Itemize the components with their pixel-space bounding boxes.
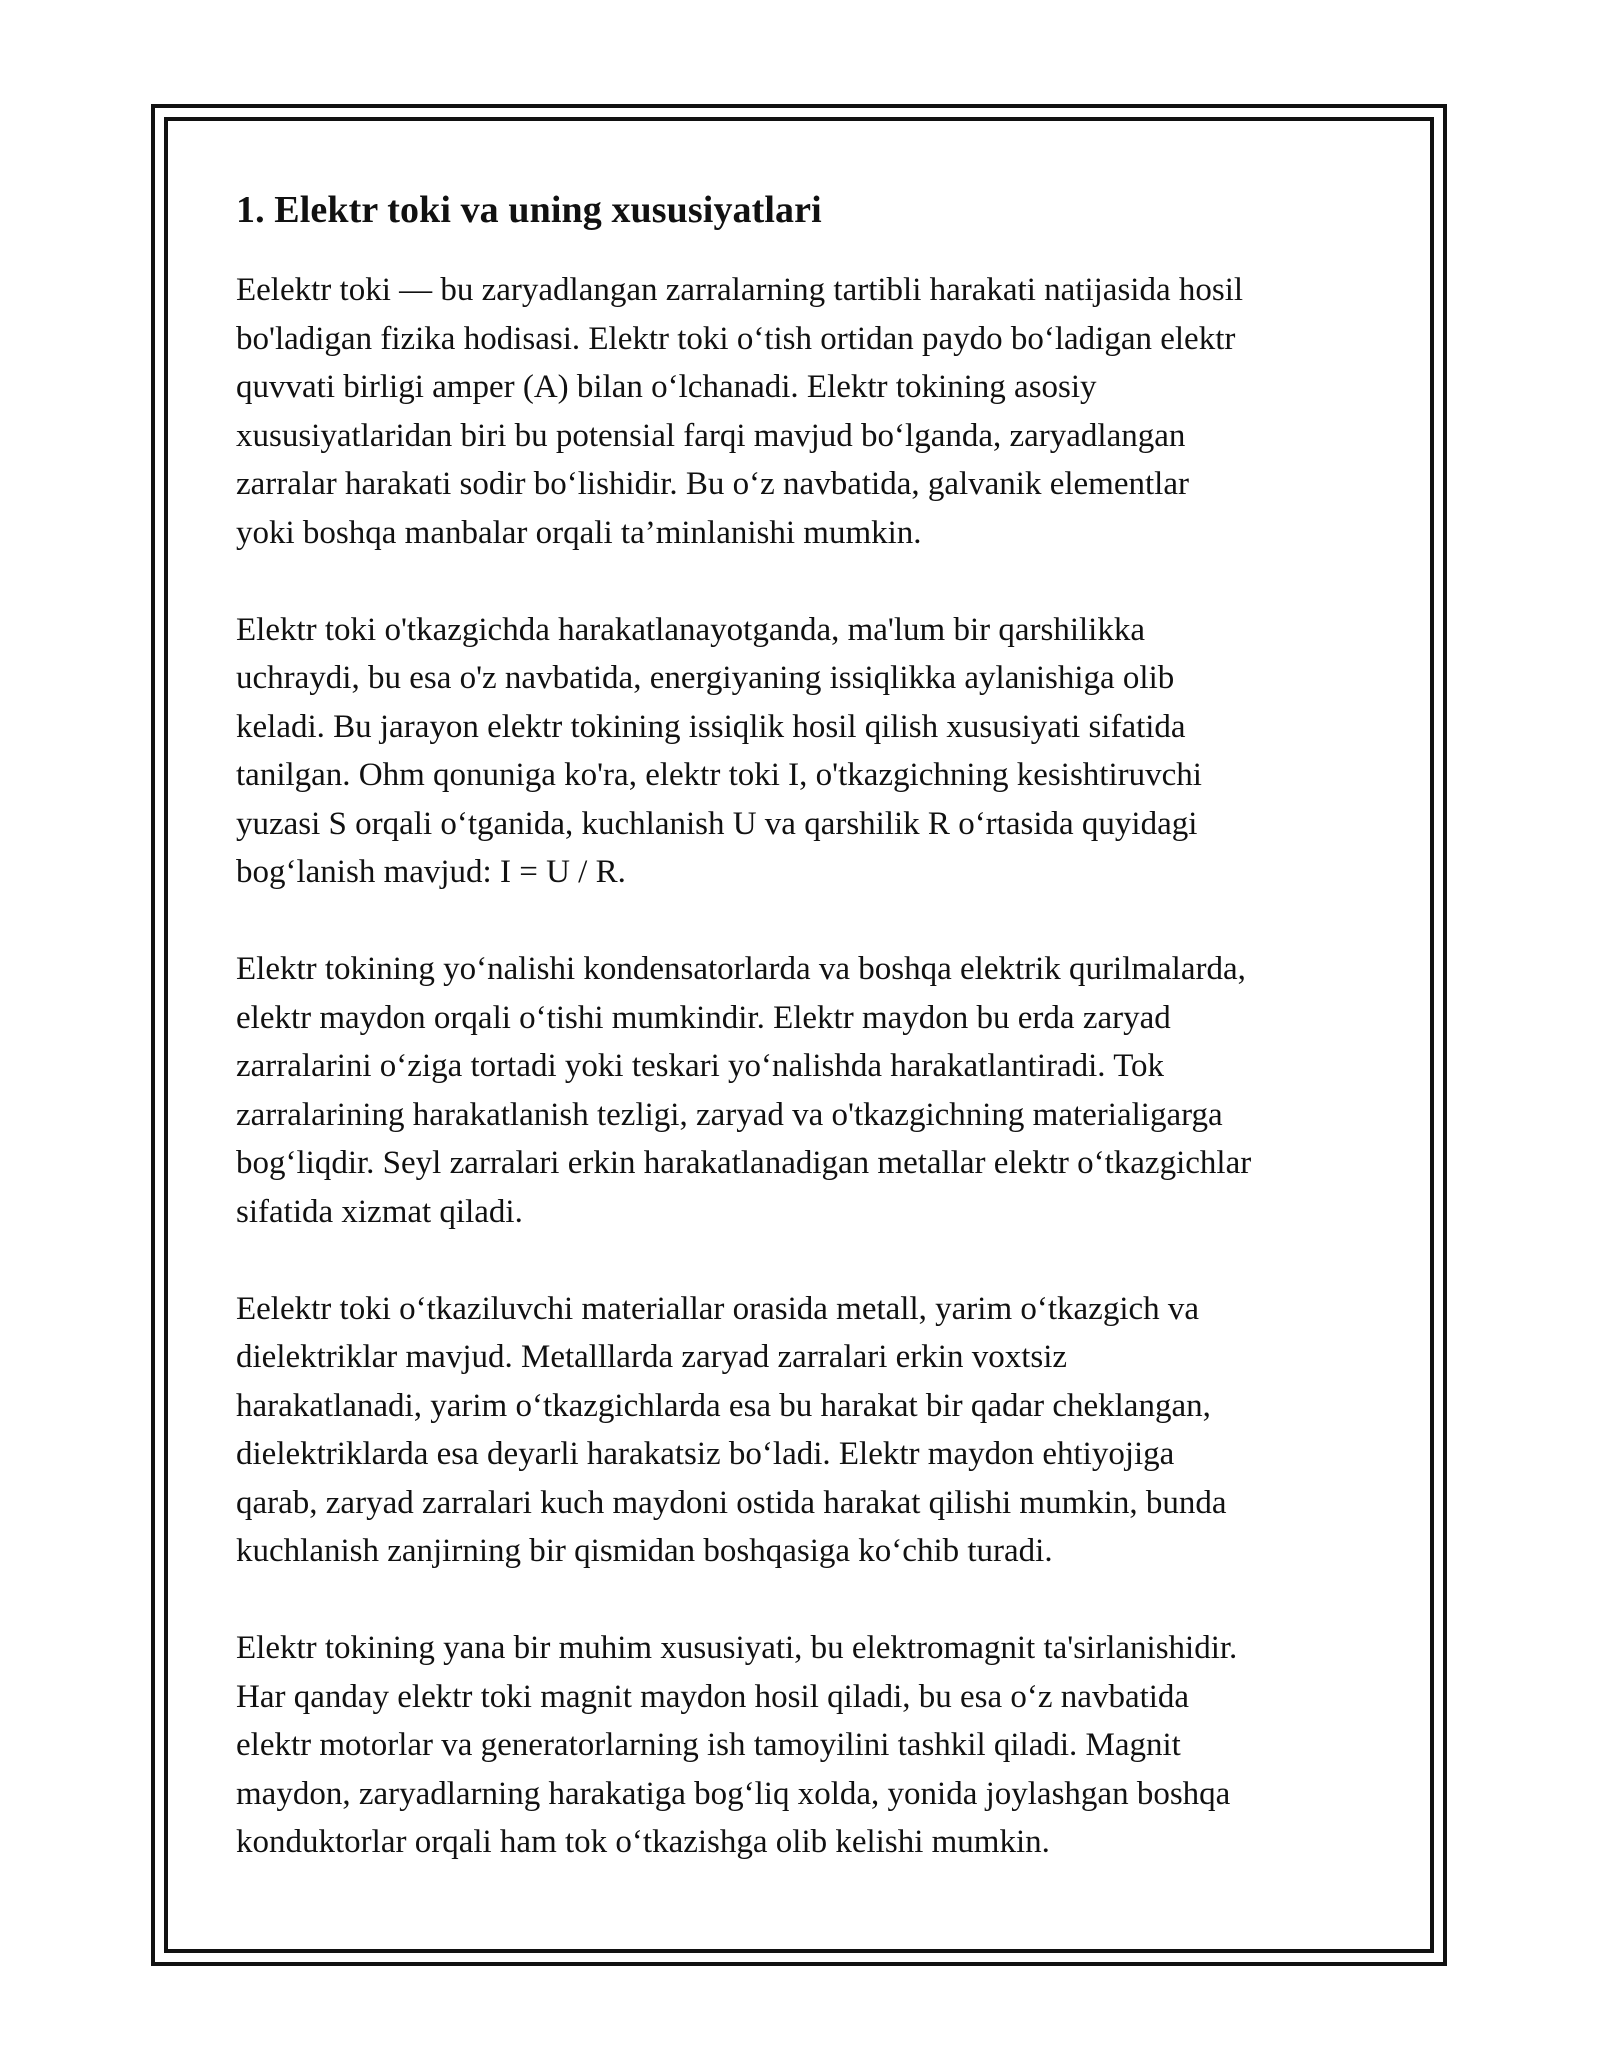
text-line: sifatida xizmat qiladi. — [236, 1193, 523, 1230]
text-line: zarralarini o‘ziga tortadi yoki teskari yo‘nalishda harakatlantiradi. Tok — [236, 1048, 1165, 1084]
text-line: bo'ladigan fizika hodisasi. Elektr toki o‘tish ortidan paydo bo‘ladigan elektr — [236, 320, 1236, 357]
text-line: Elektr tokining yana bir muhim xususiyati, bu elektromagnit ta'sirlanishidir. — [236, 1630, 1238, 1666]
paragraph-4 — [236, 1285, 1376, 1576]
paragraph-5 — [236, 1624, 1376, 1867]
text-line: kuchlanish zanjirning bir qismidan boshqasiga ko‘chib turadi. — [236, 1533, 1053, 1569]
text-line: xususiyatlaridan biri bu potensial farqi mavjud bo‘lganda, zaryadlangan — [236, 417, 1186, 454]
text-line: dielektriklar mavjud. Metalllarda zaryad zarralari erkin voxtsiz — [236, 1339, 1068, 1375]
text-line: Elektr tokining yo‘nalishi kondensatorlarda va boshqa elektrik qurilmalarda, — [236, 951, 1246, 987]
paragraph-3 — [236, 945, 1376, 1236]
text-line: dielektriklarda esa deyarli harakatsiz bo‘ladi. Elektr maydon ehtiyojiga — [236, 1436, 1175, 1472]
text-line: Eelektr toki o‘tkaziluvchi materiallar orasida metall, yarim o‘tkazgich va — [236, 1290, 1200, 1327]
text-line: tanilgan. Ohm qonuniga ko'ra, elektr toki I, o'tkazgichning kesishtiruvchi — [236, 757, 1202, 793]
text-line: elektr maydon orqali o‘tishi mumkindir. Elektr maydon bu erda zaryad — [236, 999, 1171, 1036]
text-line: zarralarining harakatlanish tezligi, zaryad va o'tkazgichning materialigarga — [236, 1096, 1223, 1133]
text-line: konduktorlar orqali ham tok o‘tkazishga olib kelishi mumkin. — [236, 1824, 1050, 1860]
text-line: qarab, zaryad zarralari kuch maydoni ostida harakat qilishi mumkin, bunda — [236, 1484, 1227, 1521]
paragraph-2 — [236, 606, 1376, 897]
text-line: Har qanday elektr toki magnit maydon hosil qiladi, bu esa o‘z navbatida — [236, 1678, 1190, 1715]
text-line: Eelektr toki — bu zaryadlangan zarralarning tartibli harakati natijasida hosil — [236, 272, 1244, 308]
text-line: bog‘liqdir. Seyl zarralari erkin harakatlanadigan metallar elektr o‘tkazgichlar — [236, 1145, 1252, 1181]
text-line: quvvati birligi amper (A) bilan o‘lchanadi. Elektr tokining asosiy — [236, 369, 1097, 405]
text-line: maydon, zaryadlarning harakatiga bog‘liq xolda, yonida joylashgan boshqa — [236, 1775, 1231, 1812]
text-line: harakatlanadi, yarim o‘tkazgichlarda esa bu harakat bir qadar cheklangan, — [236, 1387, 1211, 1424]
text-line: keladi. Bu jarayon elektr tokining issiqlik hosil qilish xususiyati sifatida — [236, 708, 1186, 745]
text-line: zarralar harakati sodir bo‘lishidir. Bu o‘z navbatida, galvanik elementlar — [236, 466, 1189, 502]
text-line: yuzasi S orqali o‘tganida, kuchlanish U va qarshilik R o‘rtasida quyidagi — [236, 805, 1198, 842]
text-line: uchraydi, bu esa o'z navbatida, energiyaning issiqlikka aylanishiga olib — [236, 660, 1175, 696]
text-line: yoki boshqa manbalar orqali ta’minlanishi mumkin. — [236, 514, 922, 551]
text-line: elektr motorlar va generatorlarning ish tamoyilini tashkil qiladi. Magnit — [236, 1727, 1181, 1763]
text-line: bog‘lanish mavjud: I = U / R. — [236, 854, 626, 890]
paragraph-1 — [236, 266, 1376, 557]
document-body — [236, 186, 1376, 1915]
text-line: Elektr toki o'tkazgichda harakatlanayotganda, ma'lum bir qarshilikka — [236, 611, 1145, 648]
section-heading: 1. Elektr toki va uning xususiyatlari — [236, 189, 822, 231]
